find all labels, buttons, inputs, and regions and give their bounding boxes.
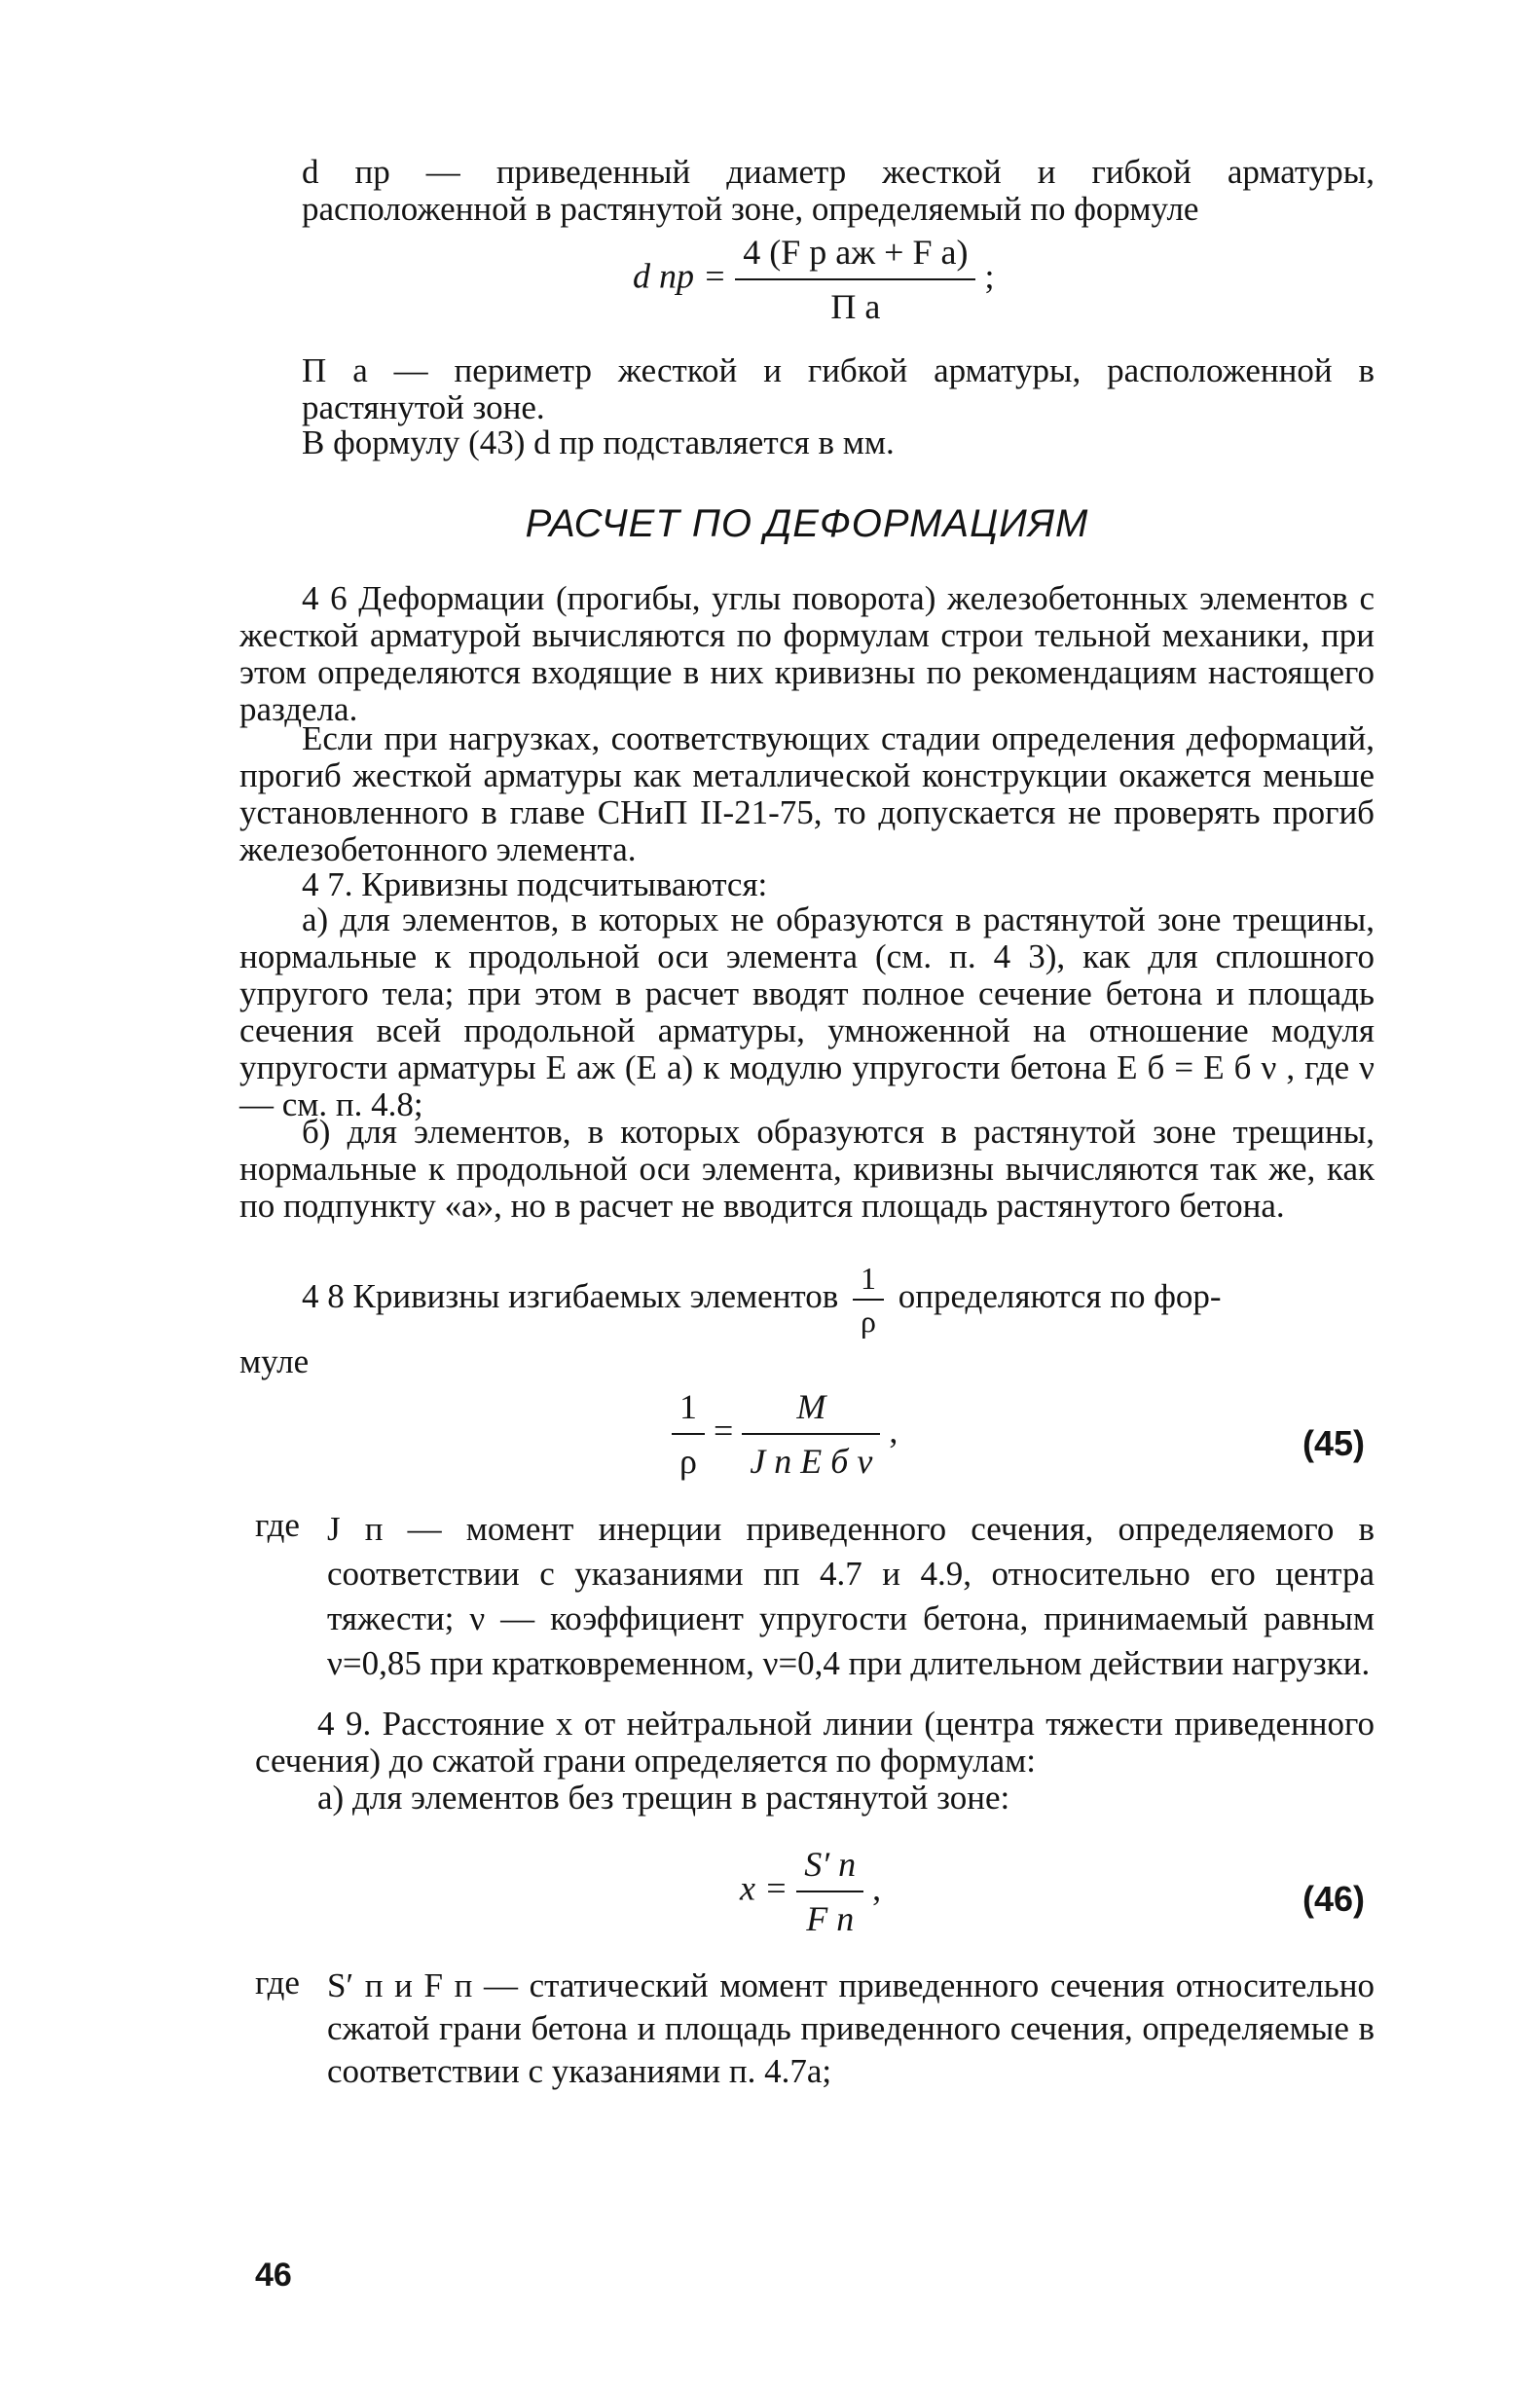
formula-dpr-fraction [735, 232, 975, 327]
where-45-text: J п — момент инерции приведенного сечения, определяемого в соответствии с указаниями пп 4.7 и 4.9, относительно его центра тяжести; ν — коэффициент упругости бетона, принимаемый равным ν=0,85 при кратковременном, ν=0,4 при длительном действии нагрузки. [327, 1510, 1375, 1682]
formula-dpr-lhs: d пр = [633, 256, 727, 296]
paragraph-dpr-definition: d пр — приведенный диаметр жесткой и гибкой арматуры, расположенной в растянутой зоне, определяемый по формуле [302, 153, 1375, 228]
formula-46-denominator: F п [806, 1899, 855, 1938]
formula-46-tail: , [872, 1868, 882, 1908]
formula-dpr-numerator: 4 (F р аж + F а) [735, 232, 975, 280]
formula-46-lhs: x = [740, 1868, 788, 1908]
formula-46-numerator: S′ п [796, 1844, 863, 1892]
paragraph-dpr-units: В формулу (43) d пр подставляется в мм. [302, 423, 895, 461]
formula-45-rhs [742, 1386, 880, 1482]
paragraph-4-7: 4 7. Кривизны подсчитываются: [302, 865, 768, 903]
equation-number-46: (46) [1302, 1879, 1366, 1919]
formula-46-fraction [796, 1844, 863, 1939]
formula-45-tail: , [889, 1411, 898, 1451]
formula-45-lhs-num: 1 [672, 1386, 705, 1435]
formula-dpr [633, 232, 994, 327]
paragraph-4-8-end: муле [239, 1342, 310, 1380]
paragraph-4-7-a: а) для элементов, в которых не образуются в растянутой зоне трещины, нормальные к продольной оси элемента (см. п. 4 3), как для сплошного упругого тела; при этом в расчет вводят полное сечение бетона и площадь сечения всей продольной арматуры, умноженной на отношение модуля упругости арматуры E аж (E а) к модулю упругости бетона E б = E б ν , где ν — см. п. 4.8; [239, 900, 1375, 1123]
curvature-fraction [853, 1260, 884, 1340]
formula-46 [740, 1844, 881, 1939]
paragraph-pa-definition: П а — периметр жесткой и гибкой арматуры, расположенной в растянутой зоне. [302, 351, 1375, 426]
section-heading: РАСЧЕТ ПО ДЕФОРМАЦИЯМ [525, 502, 1089, 545]
formula-45-rhs-num: M [742, 1386, 880, 1435]
paragraph-4-6-continued: Если при нагрузках, соответствующих стадии определения деформаций, прогиб жесткой арматуры как металлической конструкции окажется меньше установленного в главе СНиП II-21-75, то допускается не проверять прогиб железобетонного элемента. [239, 719, 1375, 868]
equation-number-45: (45) [1302, 1423, 1366, 1463]
formula-dpr-tail: ; [984, 256, 995, 296]
curvature-fraction-den: ρ [861, 1304, 876, 1339]
formula-45-lhs [672, 1386, 705, 1482]
formula-45 [672, 1386, 898, 1482]
paragraph-4-9: 4 9. Расстояние x от нейтральной линии (центра тяжести приведенного сечения) до сжатой грани определяется по формулам: [255, 1705, 1375, 1780]
paragraph-4-8-post: определяются по фор- [898, 1277, 1222, 1316]
formula-dpr-denominator: П а [830, 287, 881, 326]
where-45-label: где [255, 1506, 300, 1544]
formula-45-lhs-den: ρ [679, 1442, 697, 1481]
where-46-text: S′ п и F п — статический момент приведенного сечения относительно сжатой грани бетона и площадь приведенного сечения, определяемые в соответствии с указаниями п. 4.7а; [327, 1966, 1375, 2090]
paragraph-4-7-b: б) для элементов, в которых образуются в растянутой зоне трещины, нормальные к продольной оси элемента, кривизны вычисляются так же, как по подпункту «а», но в расчет не вводится площадь растянутого бетона. [239, 1113, 1375, 1225]
paragraph-4-6: 4 6 Деформации (прогибы, углы поворота) железобетонных элементов с жесткой арматурой вычисляются по формулам строи тельной механики, при этом определяются входящие в них кривизны по рекомендациям настоящего раздела. [239, 579, 1375, 728]
page-number: 46 [255, 2257, 292, 2294]
formula-45-rhs-den: J п E б ν [750, 1442, 873, 1481]
paragraph-4-9-a: а) для элементов без трещин в растянутой зоне: [317, 1779, 1010, 1817]
where-46-label: где [255, 1964, 300, 2001]
formula-45-eq: = [714, 1411, 734, 1451]
paragraph-4-8 [302, 1260, 1375, 1340]
paragraph-4-8-pre: 4 8 Кривизны изгибаемых элементов [302, 1277, 839, 1316]
curvature-fraction-num: 1 [853, 1260, 884, 1301]
